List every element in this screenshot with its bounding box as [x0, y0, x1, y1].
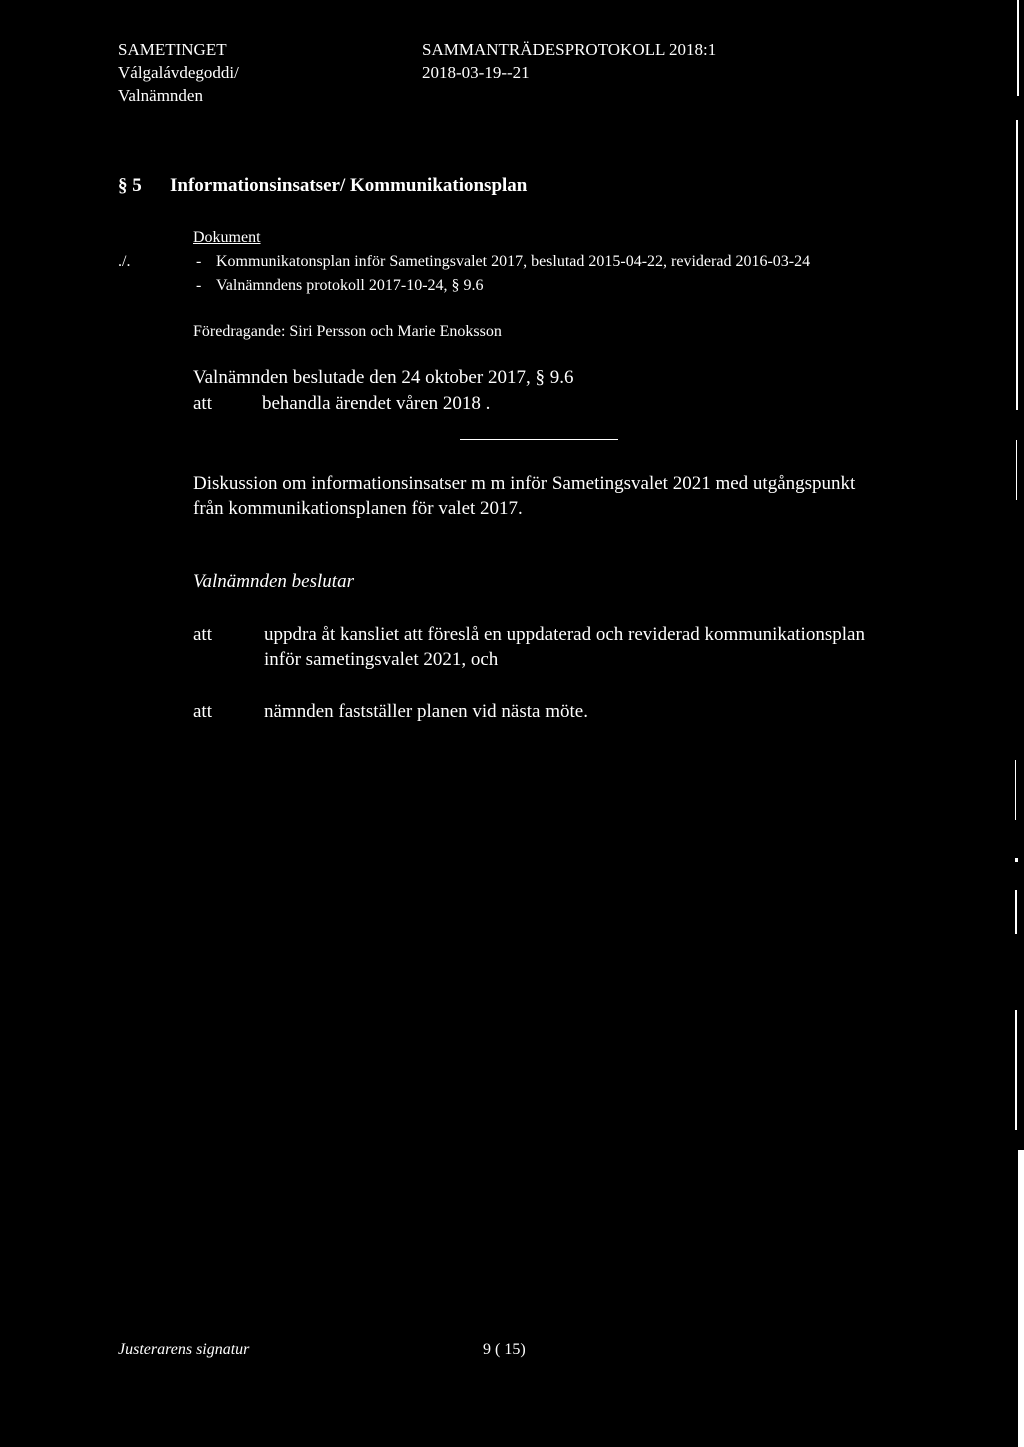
org-name: SAMETINGET: [118, 40, 227, 59]
previous-decision-att-label: att: [193, 393, 212, 414]
section-number: § 5: [118, 175, 142, 196]
decision-item-line-1: nämnden fastställer planen vid nästa möte.: [264, 701, 588, 722]
scan-edge-line: [1015, 760, 1016, 820]
document-dash: -: [196, 277, 202, 294]
document-dash: -: [196, 253, 202, 270]
attachment-marker: ./.: [118, 253, 131, 270]
org-committee: Valnämnden: [118, 86, 203, 105]
discussion-line-2: från kommunikationsplanen för valet 2017.: [193, 498, 523, 519]
scan-edge-line: [1016, 120, 1018, 410]
scan-edge-line: [1015, 1010, 1017, 1130]
divider-line: [460, 439, 618, 440]
signature-label: Justerarens signatur: [118, 1341, 250, 1358]
document-item: Kommunikatonsplan inför Sametingsvalet 2017, beslutad 2015-04-22, reviderad 2016-03-24: [216, 253, 811, 270]
decision-heading: Valnämnden beslutar: [193, 571, 354, 592]
document-item: Valnämndens protokoll 2017-10-24, § 9.6: [216, 277, 484, 294]
scan-edge-line: [1016, 440, 1017, 500]
scan-edge-dot: [1015, 858, 1018, 862]
doc-title: SAMMANTRÄDESPROTOKOLL 2018:1: [422, 40, 717, 59]
page-number: 9 ( 15): [483, 1341, 526, 1358]
scan-edge-band: [1018, 1150, 1024, 1447]
doc-date: 2018-03-19--21: [422, 63, 530, 82]
previous-decision-att-text: behandla ärendet våren 2018 .: [262, 393, 491, 414]
section-title: Informationsinsatser/ Kommunikationsplan: [170, 175, 528, 196]
decision-item-line-1: uppdra åt kansliet att föreslå en uppdaterad och reviderad kommunikationsplan: [264, 624, 865, 645]
decision-att-label: att: [193, 624, 212, 645]
presenters: Föredragande: Siri Persson och Marie Enoksson: [193, 323, 502, 340]
documents-heading: Dokument: [193, 229, 261, 246]
decision-item-line-2: inför sametingsvalet 2021, och: [264, 649, 499, 670]
org-subname: Válgalávdegoddi/: [118, 63, 239, 82]
scan-edge-line: [1017, 0, 1019, 96]
discussion-line-1: Diskussion om informationsinsatser m m inför Sametingsvalet 2021 med utgångspunkt: [193, 473, 856, 494]
previous-decision-intro: Valnämnden beslutade den 24 oktober 2017, § 9.6: [193, 367, 574, 388]
decision-att-label: att: [193, 701, 212, 722]
scan-edge-line: [1015, 890, 1017, 934]
